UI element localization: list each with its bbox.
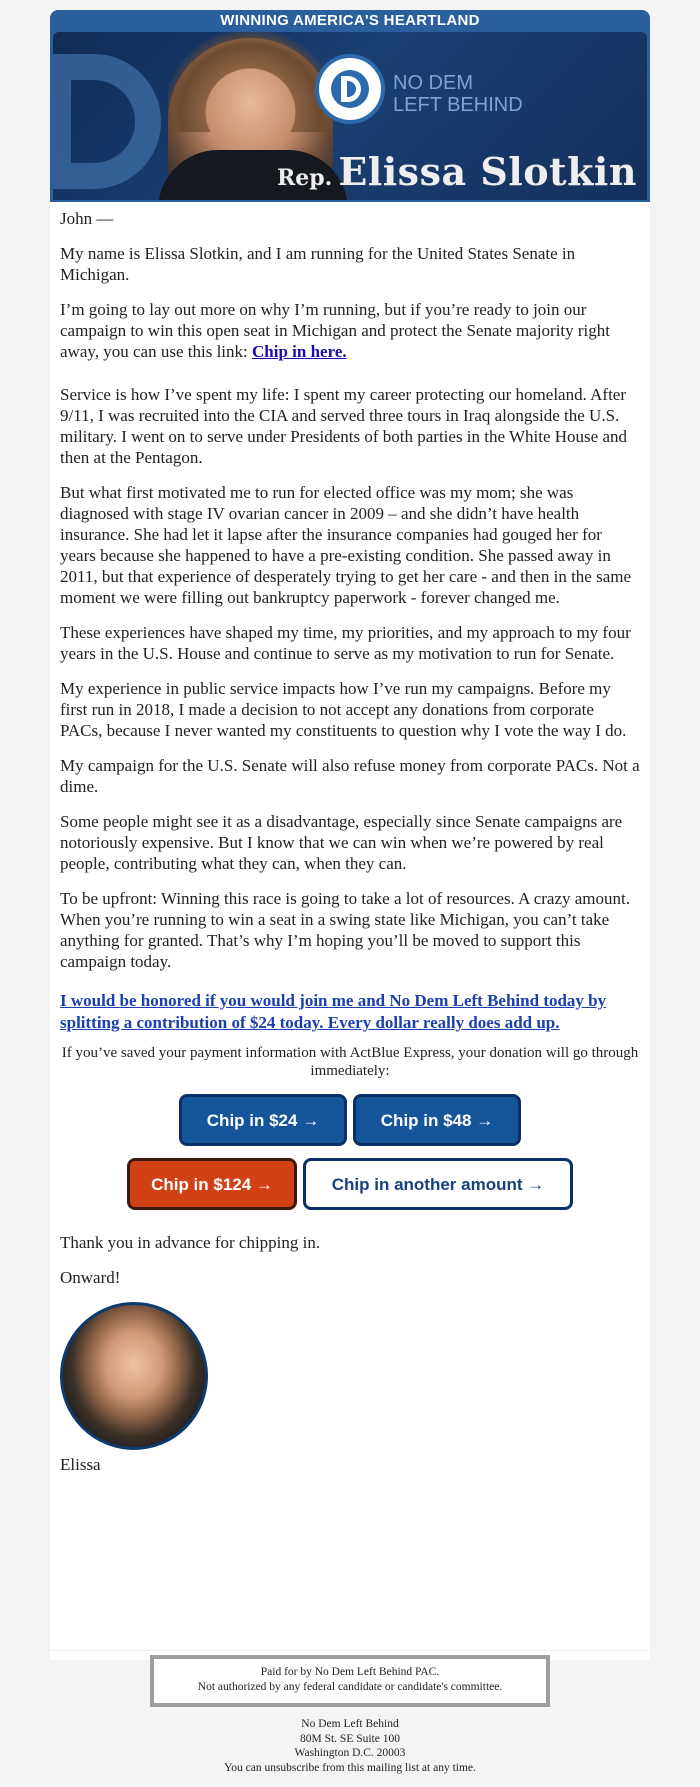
chip-in-124-button[interactable]: Chip in $124 → [127, 1158, 297, 1210]
paragraph-2: I’m going to lay out more on why I’m running, but if you’re ready to join our campaign to win this open seat in Michigan and protect the Senate majority right away, you can use this link: Chip in here. [60, 300, 611, 361]
background-d-logo-shape [53, 54, 161, 189]
footer-city: Washington D.C. 20003 [294, 1747, 406, 1759]
paragraph-7: My campaign for the U.S. Senate will also refuse money from corporate PACs. Not a dime. [60, 756, 640, 796]
candidate-name: Elissa Slotkin [338, 149, 637, 194]
email-body [60, 208, 640, 1475]
unsubscribe-text[interactable]: You can unsubscribe from this mailing list at any time. [224, 1761, 476, 1774]
logo-wordmark [393, 72, 523, 116]
paragraph-8: Some people might see it as a disadvantage, especially since Senate campaigns are notoriously expensive. But I know that we can win when we’re powered by real people, contributing what they can, when they can. [60, 812, 623, 873]
paragraph-1: My name is Elissa Slotkin, and I am running for the United States Senate in Michigan. [60, 244, 576, 284]
banner-image [53, 32, 647, 200]
not-authorized-line: Not authorized by any federal candidate or candidate's committee. [197, 1681, 503, 1693]
no-dem-left-behind-logo-icon [315, 54, 385, 124]
logo-line-2: LEFT BEHIND [393, 94, 523, 116]
signature-name: Elissa [60, 1455, 101, 1474]
chip-in-24-button[interactable]: Chip in $24 → [179, 1094, 347, 1146]
contribution-cta-link[interactable]: I would be honored if you would join me and No Dem Left Behind today by splitting a contribution of $24 today. Every dollar really does add up. [60, 991, 607, 1032]
banner-tagline: WINNING AMERICA'S HEARTLAND [220, 12, 480, 29]
paragraph-3: Service is how I’ve spent my life: I spent my career protecting our homeland. After 9/11, I was recruited into the CIA and served three tours in Iraq alongside the U.S. military. I went on to serve under Presidents of both parties in the White House and then at the Pentagon. [60, 385, 628, 467]
donate-buttons-row-2 [60, 1158, 640, 1210]
paid-for-line: Paid for by No Dem Left Behind PAC. [260, 1666, 440, 1678]
chip-in-48-button[interactable]: Chip in $48 → [353, 1094, 521, 1146]
paid-for-disclaimer [150, 1655, 550, 1707]
onward-line: Onward! [60, 1268, 121, 1287]
avatar [60, 1302, 208, 1450]
chip-in-here-link[interactable]: Chip in here. [252, 342, 347, 361]
thank-you-line: Thank you in advance for chipping in. [60, 1233, 321, 1252]
rep-prefix: Rep. [277, 165, 333, 191]
logo-line-1: NO DEM [393, 72, 473, 94]
paragraph-9: To be upfront: Winning this race is going to take a lot of resources. A crazy amount. When you’re running to win a seat in a swing state like Michigan, you can’t take anything for granted. That’s why I’m hoping you’ll be moved to support this campaign today. [60, 889, 631, 971]
footer-org: No Dem Left Behind [301, 1718, 399, 1730]
paragraph-6: My experience in public service impacts how I’ve run my campaigns. Before my first run in 2018, I made a decision to not accept any donations from corporate PACs, because I never wanted my constituents to question why I vote the way I do. [60, 679, 627, 740]
footer-street: 80M St. SE Suite 100 [299, 1732, 400, 1745]
signoff [60, 1232, 640, 1475]
donate-buttons-row-1 [60, 1094, 640, 1146]
header-banner [50, 10, 650, 202]
paragraph-4: But what first motivated me to run for elected office was my mom; she was diagnosed with stage IV ovarian cancer in 2009 – and she didn’t have health insurance. She had let it lapse after the insurance companies had gouged her for years because she happened to have a pre-existing condition. She passed away in 2011, but that experience of desperately trying to get her care - and then in the same moment we were filling out bankruptcy paperwork - forever changed me. [60, 483, 632, 607]
greeting: John — [60, 209, 114, 228]
paragraph-5: These experiences have shaped my time, my priorities, and my approach to my four years in the U.S. House and continue to serve as my motivation to run for Senate. [60, 623, 631, 663]
candidate-name-title [277, 149, 637, 194]
footer-address [50, 1717, 650, 1775]
candidate-portrait-hair [168, 32, 333, 132]
footer-divider [50, 1650, 650, 1651]
actblue-express-note: If you’ve saved your payment information with ActBlue Express, your donation will go through immediately: [61, 1045, 639, 1079]
chip-in-other-amount-button[interactable]: Chip in another amount → [303, 1158, 573, 1210]
email-card [50, 10, 650, 1660]
